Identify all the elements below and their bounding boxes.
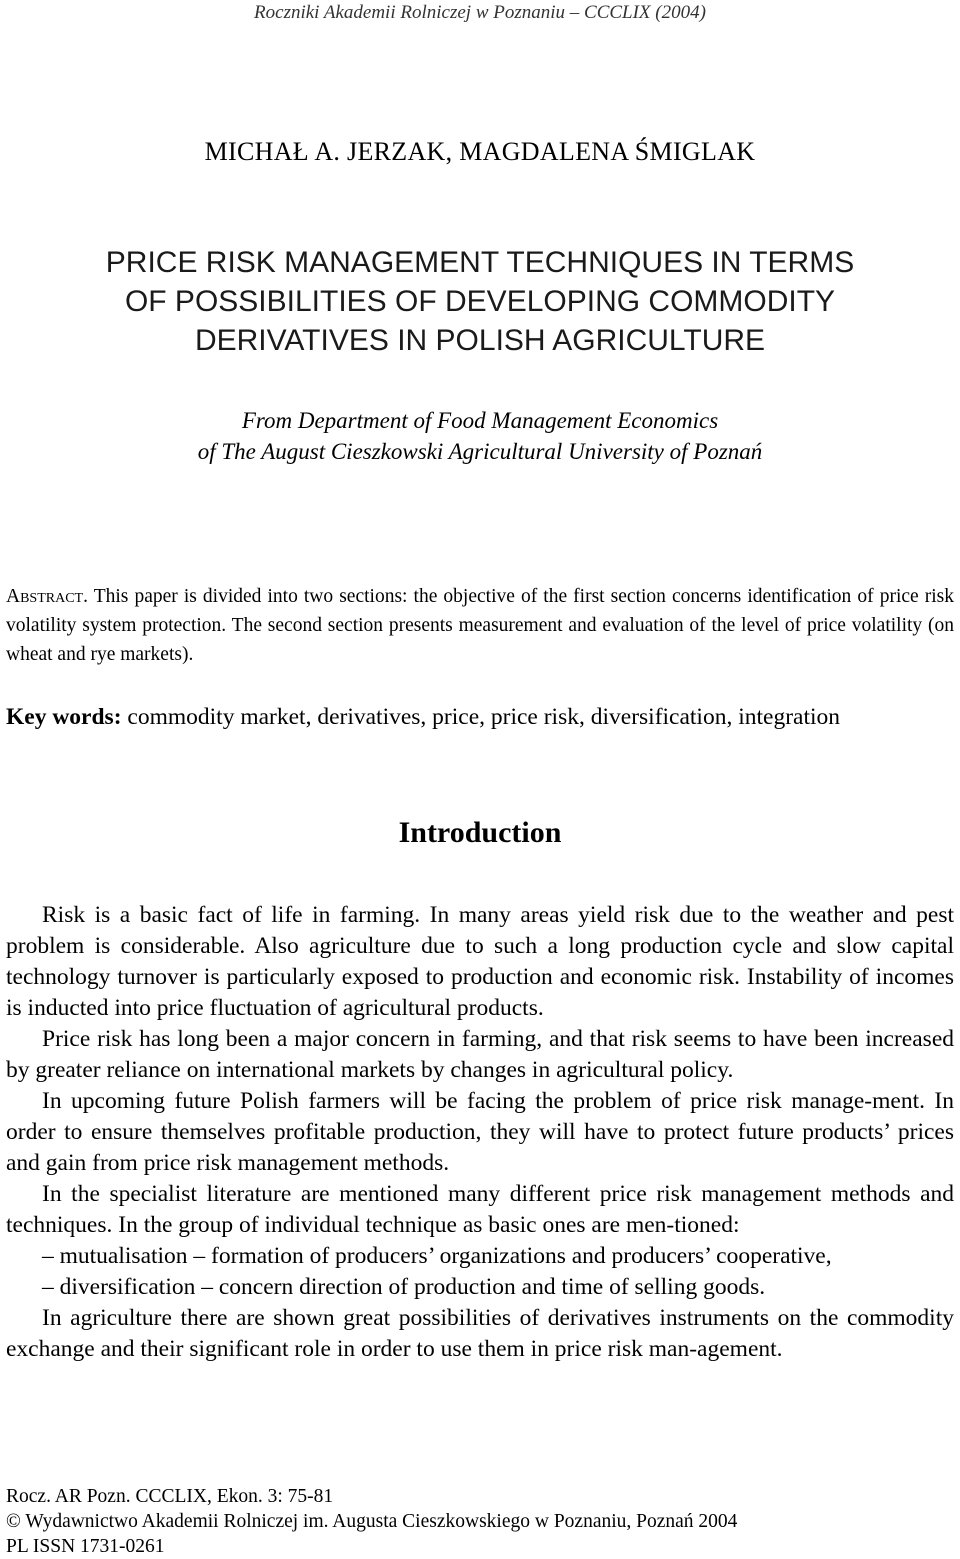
affiliation [0, 405, 960, 467]
abstract-label: Abstract. [6, 586, 88, 607]
title-line: DERIVATIVES IN POLISH AGRICULTURE [194, 324, 766, 357]
citation-line: Rocz. AR Pozn. CCCLIX, Ekon. 3: 75-81 [6, 1486, 334, 1507]
paragraph: In the specialist literature are mentioned many different price risk management methods and techniques. In the group of individual technique as basic ones are men-tioned: [6, 1181, 954, 1238]
paragraph: Price risk has long been a major concern in farming, and that risk seems to have been increased by greater reliance on international markets by changes in agricultural policy. [6, 1026, 954, 1083]
section-heading: Introduction [398, 816, 562, 849]
keywords-text: commodity market, derivatives, price, price risk, diversification, integration [127, 704, 841, 730]
journal-header: Roczniki Akademii Rolniczej w Poznaniu – CCCLIX (2004) [254, 2, 706, 23]
abstract-text: This paper is divided into two sections: the objective of the first section concerns identification of price risk volatility system protection. The second section presents measurement and evaluation of the level of price volatility (on wheat and rye markets). [6, 586, 954, 665]
paragraph: Risk is a basic fact of life in farming. In many areas yield risk due to the weather and pest problem is considerable. Also agriculture due to such a long production cycle and slow capital technology turnover is particularly exposed to production and economic risk. Instability of incomes is inducted into price fluctuation of agricultural products. [6, 902, 954, 1021]
paragraph: In upcoming future Polish farmers will be facing the problem of price risk manage-ment. In order to ensure themselves profitable production, they will have to protect future products’ prices and gain from price risk management methods. [6, 1088, 954, 1176]
keywords-label: Key words: [6, 704, 122, 730]
footer [6, 1484, 954, 1559]
authors: MICHAŁ A. JERZAK, MAGDALENA ŚMIGLAK [204, 137, 756, 166]
title-line: OF POSSIBILITIES OF DEVELOPING COMMODITY [124, 285, 836, 318]
affiliation-line: of The August Cieszkowski Agricultural University of Poznań [197, 439, 763, 464]
issn-line: PL ISSN 1731-0261 [6, 1536, 165, 1557]
body-text [6, 900, 954, 1365]
paper-title [0, 243, 960, 360]
list-item: – diversification – concern direction of production and time of selling goods. [42, 1274, 766, 1300]
affiliation-line: From Department of Food Management Economics [241, 408, 719, 433]
list-item: – mutualisation – formation of producers’ organizations and producers’ cooperative, [42, 1243, 832, 1269]
copyright-line: © Wydawnictwo Akademii Rolniczej im. Augusta Cieszkowskiego w Poznaniu, Poznań 2004 [6, 1511, 738, 1532]
keywords [6, 704, 954, 731]
abstract [6, 582, 954, 669]
title-line: PRICE RISK MANAGEMENT TECHNIQUES IN TERMS [105, 246, 855, 279]
paragraph: In agriculture there are shown great possibilities of derivatives instruments on the commodity exchange and their significant role in order to use them in price risk man-agement. [6, 1305, 954, 1362]
